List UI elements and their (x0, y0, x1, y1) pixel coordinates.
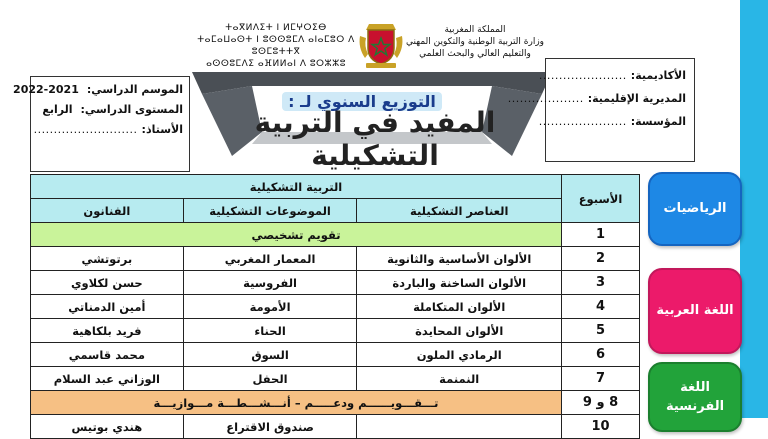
side-accent-strip (740, 0, 768, 418)
ministry-line: وزارة التربية الوطنية والتكوين المهني (405, 37, 545, 48)
artists-column-header: الفنانون (31, 199, 184, 223)
week-number: 5 (562, 319, 640, 343)
week-number: 8 و 9 (562, 391, 640, 415)
artist-cell: فريد بلكاهية (31, 319, 184, 343)
teacher-label: الأستاذ: (141, 123, 183, 136)
subject-header: التربية التشكيلية (31, 175, 562, 199)
directorate-field[interactable]: ................... (507, 92, 584, 105)
school-info-box (507, 58, 695, 162)
table-header-row (31, 175, 640, 199)
artist-cell: حسن لكلاوي (31, 271, 184, 295)
level-label: المستوى الدراسي: (80, 103, 183, 116)
class-info-box (13, 76, 190, 172)
kingdom-line: المملكة المغربية (444, 25, 506, 35)
academy-row (538, 69, 686, 82)
theme-cell: الحناء (183, 319, 357, 343)
diagnostic-cell: تقويم تشخيصي (31, 223, 562, 247)
table-row (31, 247, 640, 271)
arabic-subject-button[interactable] (648, 268, 742, 354)
directorate-label: المديرية الإقليمية: (587, 92, 686, 105)
table-row (31, 415, 640, 439)
table-row (31, 271, 640, 295)
theme-cell: الفروسية (183, 271, 357, 295)
math-label: الرياضيات (663, 201, 727, 217)
artist-cell: هندي بوتيس (31, 415, 184, 439)
annual-plan-table (30, 174, 640, 439)
ministry-line-2: والتعليم العالي والبحث العلمي (419, 49, 531, 60)
season-label: الموسم الدراسي: (86, 83, 183, 96)
theme-cell: الأمومة (183, 295, 357, 319)
tifinagh-line: ⵜⴰⴳⵍⴷⵉⵜ ⵏ ⵍⵎⵖⵔⵉⴱ (225, 23, 327, 33)
institution-row (538, 115, 686, 128)
level-row (37, 103, 183, 116)
element-cell: الألوان المتكاملة (357, 295, 562, 319)
artist-cell: برتوتشي (31, 247, 184, 271)
theme-cell: صندوق الاقتراع (183, 415, 357, 439)
arabic-label: اللغة العربية (656, 303, 734, 319)
institution-label: المؤسسة: (630, 115, 686, 128)
tifinagh-line-3: ⴰⵙⵙⵓⵎⴷⵉ ⴰⴼⵍⵍⴰⵏ ⴷ ⵓⵔⵣⵣⵓ (206, 59, 346, 70)
week-number: 6 (562, 343, 640, 367)
week-number: 10 (562, 415, 640, 439)
week-number: 4 (562, 295, 640, 319)
elements-column-header: العناصر التشكيلية (357, 199, 562, 223)
support-row (31, 391, 640, 415)
page-title: المفيد في التربية التشكيلية (254, 106, 496, 172)
table-row (31, 295, 640, 319)
french-subject-button[interactable] (648, 362, 742, 432)
season-row (13, 83, 183, 96)
element-cell: الألوان الساخنة والباردة (357, 271, 562, 295)
week-number: 1 (562, 223, 640, 247)
week-number: 2 (562, 247, 640, 271)
table-row (31, 319, 640, 343)
table-row (31, 367, 640, 391)
support-cell: تـــقـــويــــــم ودعـــــم – أنـــشـــطـــة مـــوازيـــة (31, 391, 562, 415)
week-column-header: الأسبوع (562, 175, 640, 223)
teacher-row (33, 123, 183, 136)
artist-cell: الوزاني عبد السلام (31, 367, 184, 391)
moroccan-coat-of-arms-icon (356, 18, 406, 70)
ministry-heading (400, 24, 550, 60)
directorate-row (507, 92, 686, 105)
element-cell: النمنمة (357, 367, 562, 391)
diagnostic-row (31, 223, 640, 247)
academy-label: الأكاديمية: (630, 69, 686, 82)
theme-cell: الحفل (183, 367, 357, 391)
element-cell: الألوان المحايدة (357, 319, 562, 343)
academy-field[interactable]: ...................... (538, 69, 627, 82)
french-label: اللغة الفرنسية (665, 379, 725, 414)
season-value: 2022-2021 (13, 83, 79, 96)
institution-field[interactable]: ...................... (538, 115, 627, 128)
level-value: الرابع (42, 103, 73, 116)
theme-cell: المعمار المغربي (183, 247, 357, 271)
title-subheading: التوزيع السنوي لـ : (282, 92, 442, 111)
themes-column-header: الموضوعات التشكيلية (183, 199, 357, 223)
table-row (31, 343, 640, 367)
table-subheader-row (31, 199, 640, 223)
theme-cell: السوق (183, 343, 357, 367)
element-cell (357, 415, 562, 439)
element-cell: الرمادي الملون (357, 343, 562, 367)
artist-cell: محمد قاسمي (31, 343, 184, 367)
element-cell: الألوان الأساسية والثانوية (357, 247, 562, 271)
artist-cell: أمين الدمناتي (31, 295, 184, 319)
week-number: 3 (562, 271, 640, 295)
teacher-field[interactable]: .......................... (33, 123, 138, 136)
math-subject-button[interactable] (648, 172, 742, 246)
tifinagh-line-2: ⵜⴰⵎⴰⵡⴰⵙⵜ ⵏ ⵓⵙⵙⵓⵎⴷ ⴰⵏⴰⵎⵓⵔ ⴷ ⵓⵙⵎⵓⵜⵜⴳ (197, 35, 355, 58)
week-number: 7 (562, 367, 640, 391)
